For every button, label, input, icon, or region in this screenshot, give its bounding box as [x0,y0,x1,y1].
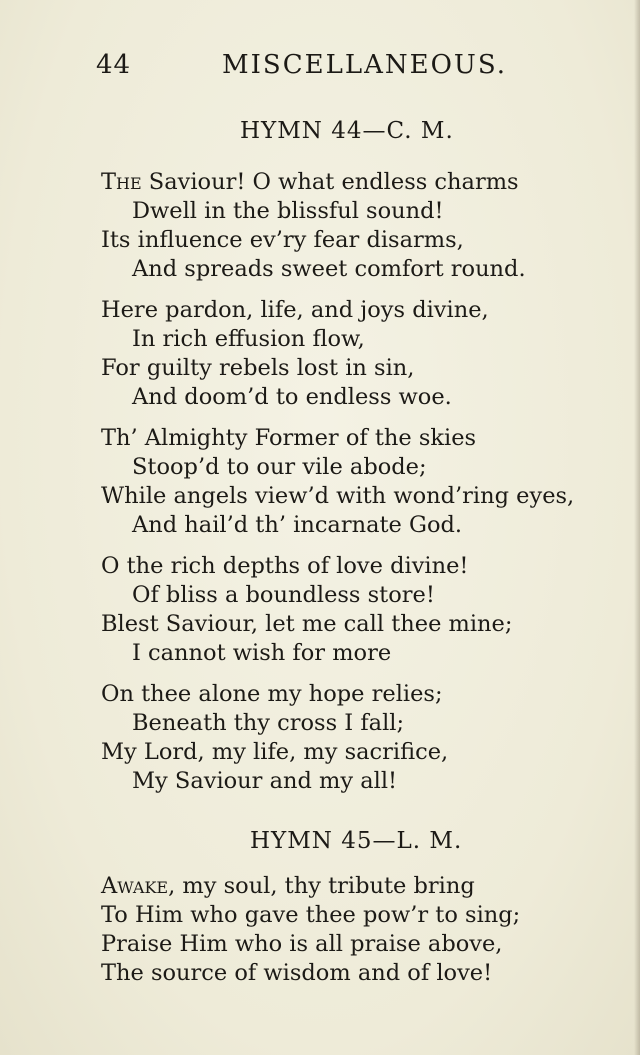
verse-line: My Lord, my life, my sacrifice, [101,739,449,765]
verse-line: Dwell in the blissful sound! [132,198,444,224]
verse-line: Blest Saviour, let me call thee mine; [101,611,513,637]
verse-line: Its influence ev’ry fear disarms, [101,227,464,253]
verse-first-word: The [101,169,142,195]
verse-line: O the rich depths of love divine! [101,553,469,579]
page-number: 44 [96,50,132,80]
verse-line: My Saviour and my all! [132,768,398,794]
verse-line [101,872,475,901]
verse-line: On thee alone my hope relies; [101,681,443,707]
verse-line: And spreads sweet comfort round. [132,256,526,282]
verse-line-rest: , my soul, thy tribute bring [168,873,475,899]
hymn-title: HYMN 45—L. M. [250,828,463,854]
verse-line: And doom’d to endless woe. [132,384,452,410]
page-edge-shadow [634,0,640,1055]
verse-line: The source of wisdom and of love! [101,960,493,986]
verse-line: And hail’d th’ incarnate God. [132,512,463,538]
verse-line: Beneath thy cross I fall; [132,710,405,736]
verse-line-rest: Saviour! O what endless charms [141,169,519,195]
verse-line: In rich effusion flow, [132,326,365,352]
verse-line: Th’ Almighty Former of the skies [101,425,477,451]
verse-line: Of bliss a boundless store! [132,582,435,608]
verse-first-word: Awake [101,873,169,899]
hymn-title: HYMN 44—C. M. [240,118,454,144]
verse-line: Here pardon, life, and joys divine, [101,297,489,323]
verse-line: Praise Him who is all praise above, [101,931,503,957]
verse-line: Stoop’d to our vile abode; [132,454,427,480]
verse-line [101,168,519,197]
verse-line: To Him who gave thee pow’r to sing; [101,902,521,928]
running-head: MISCELLANEOUS. [222,50,507,80]
verse-line: While angels view’d with wond’ring eyes, [101,483,575,509]
verse-line: For guilty rebels lost in sin, [101,355,415,381]
verse-line: I cannot wish for more [132,640,392,666]
page-header [96,50,526,84]
